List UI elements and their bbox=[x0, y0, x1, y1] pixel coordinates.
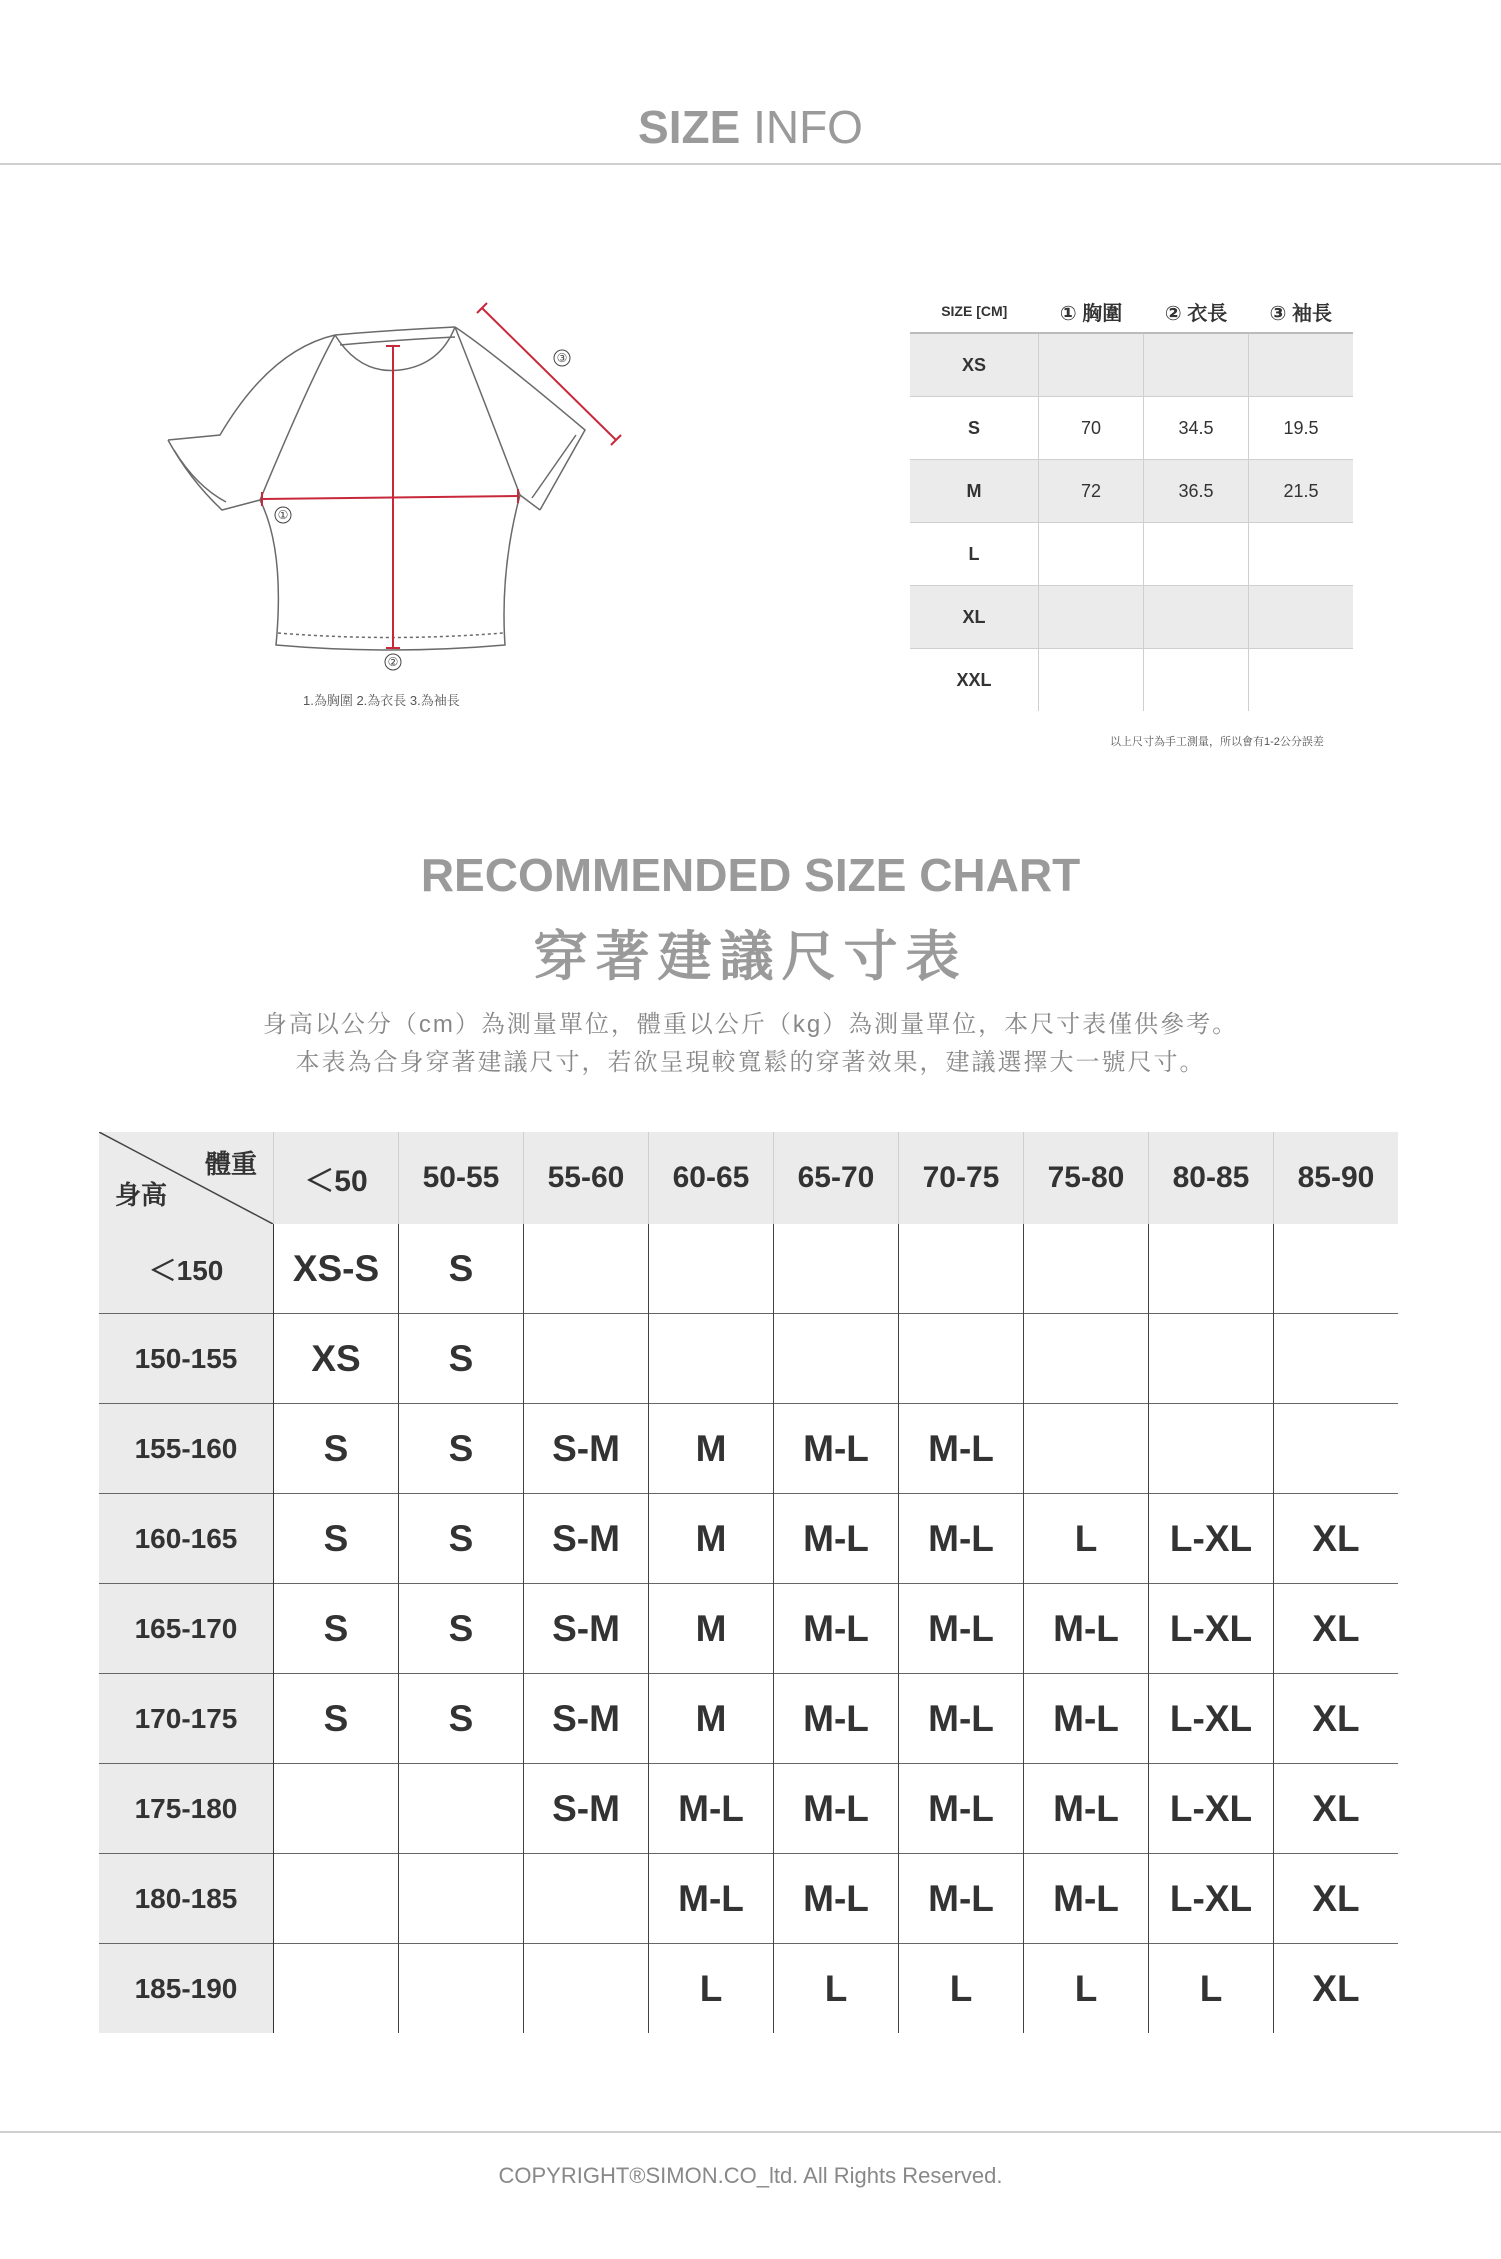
measure-cell: 21.5 bbox=[1249, 460, 1354, 523]
size-chart-row bbox=[99, 1494, 1398, 1584]
size-chart-row bbox=[99, 1674, 1398, 1764]
size-cell bbox=[1149, 1314, 1274, 1404]
size-cell bbox=[399, 1854, 524, 1944]
weight-header: 55-60 bbox=[524, 1132, 649, 1224]
size-cell: XL bbox=[1274, 1494, 1399, 1584]
recommended-title-en: RECOMMENDED SIZE CHART bbox=[420, 849, 1081, 901]
size-cell bbox=[899, 1314, 1024, 1404]
size-cell bbox=[274, 1944, 399, 2034]
size-chart-row bbox=[99, 1404, 1398, 1494]
measure-cell bbox=[1039, 586, 1144, 649]
top-divider bbox=[0, 163, 1501, 165]
size-cell bbox=[774, 1314, 899, 1404]
size-cell bbox=[524, 1854, 649, 1944]
recommended-title-zh: 穿著建議尺寸表 bbox=[533, 927, 968, 987]
measure-size: XS bbox=[910, 333, 1039, 397]
weight-header: ＜50 bbox=[274, 1132, 399, 1224]
measure-size: XXL bbox=[910, 649, 1039, 712]
measure-cell: 70 bbox=[1039, 397, 1144, 460]
height-header: 170-175 bbox=[99, 1674, 274, 1764]
size-chart-table bbox=[99, 1132, 1398, 2033]
copyright-text: COPYRIGHT®SIMON.CO_ltd. All Rights Reserved. bbox=[498, 2163, 1003, 2188]
measure-cell bbox=[1249, 649, 1354, 712]
size-cell: L bbox=[1024, 1494, 1149, 1584]
height-header: 160-165 bbox=[99, 1494, 274, 1584]
size-cell: M bbox=[649, 1674, 774, 1764]
size-cell bbox=[1149, 1224, 1274, 1314]
measurement-header-row bbox=[910, 290, 1353, 333]
size-cell: S-M bbox=[524, 1674, 649, 1764]
weight-header: 65-70 bbox=[774, 1132, 899, 1224]
size-cell bbox=[1149, 1404, 1274, 1494]
size-cell: M-L bbox=[774, 1494, 899, 1584]
size-cell bbox=[524, 1314, 649, 1404]
weight-header-row bbox=[99, 1132, 1398, 1224]
size-cell bbox=[399, 1764, 524, 1854]
height-header: 180-185 bbox=[99, 1854, 274, 1944]
measure-row bbox=[910, 586, 1353, 649]
size-cell: S bbox=[399, 1224, 524, 1314]
size-cell bbox=[649, 1224, 774, 1314]
size-cell: S bbox=[274, 1674, 399, 1764]
tshirt-diagram bbox=[160, 290, 640, 690]
size-cell: S-M bbox=[524, 1494, 649, 1584]
size-cell: M-L bbox=[649, 1764, 774, 1854]
weight-header: 70-75 bbox=[899, 1132, 1024, 1224]
measure-header-sleeve: ③ 袖長 bbox=[1249, 290, 1354, 333]
size-cell: S bbox=[399, 1404, 524, 1494]
marker-1: ① bbox=[277, 508, 289, 522]
measure-cell bbox=[1249, 333, 1354, 397]
measure-cell: 72 bbox=[1039, 460, 1144, 523]
diagram-caption: 1.為胸圍 2.為衣長 3.為袖長 bbox=[303, 693, 460, 708]
page-title: SIZE INFO bbox=[638, 101, 863, 153]
size-cell: M-L bbox=[899, 1584, 1024, 1674]
measure-row bbox=[910, 523, 1353, 586]
size-cell: M-L bbox=[899, 1674, 1024, 1764]
size-cell: M-L bbox=[1024, 1674, 1149, 1764]
size-cell: M bbox=[649, 1404, 774, 1494]
measure-row bbox=[910, 333, 1353, 397]
size-chart-row bbox=[99, 1314, 1398, 1404]
size-cell bbox=[1024, 1224, 1149, 1314]
size-chart-row bbox=[99, 1944, 1398, 2034]
height-header: 165-170 bbox=[99, 1584, 274, 1674]
measure-cell bbox=[1249, 523, 1354, 586]
size-cell bbox=[1274, 1224, 1399, 1314]
size-cell bbox=[649, 1314, 774, 1404]
size-cell: L-XL bbox=[1149, 1674, 1274, 1764]
size-cell: S-M bbox=[524, 1404, 649, 1494]
size-cell: S bbox=[399, 1494, 524, 1584]
size-cell bbox=[274, 1764, 399, 1854]
size-cell bbox=[1024, 1314, 1149, 1404]
measure-cell bbox=[1144, 586, 1249, 649]
measure-header-size: SIZE [CM] bbox=[910, 290, 1039, 333]
size-cell: XL bbox=[1274, 1674, 1399, 1764]
size-cell: L-XL bbox=[1149, 1854, 1274, 1944]
height-header: ＜150 bbox=[99, 1224, 274, 1314]
size-cell: M-L bbox=[774, 1584, 899, 1674]
size-cell: L bbox=[1024, 1944, 1149, 2034]
size-cell: S bbox=[274, 1494, 399, 1584]
measure-cell bbox=[1039, 523, 1144, 586]
size-cell: XL bbox=[1274, 1854, 1399, 1944]
marker-2: ② bbox=[387, 655, 399, 669]
size-cell: M-L bbox=[1024, 1854, 1149, 1944]
weight-header: 85-90 bbox=[1274, 1132, 1399, 1224]
measure-row bbox=[910, 460, 1353, 523]
size-cell: XS-S bbox=[274, 1224, 399, 1314]
size-cell bbox=[399, 1944, 524, 2034]
size-cell bbox=[524, 1224, 649, 1314]
size-cell: S bbox=[399, 1584, 524, 1674]
height-header: 155-160 bbox=[99, 1404, 274, 1494]
weight-header: 60-65 bbox=[649, 1132, 774, 1224]
weight-header: 50-55 bbox=[399, 1132, 524, 1224]
size-cell: M-L bbox=[1024, 1584, 1149, 1674]
size-chart-row bbox=[99, 1854, 1398, 1944]
measure-size: XL bbox=[910, 586, 1039, 649]
size-cell: L bbox=[1149, 1944, 1274, 2034]
size-cell bbox=[524, 1944, 649, 2034]
measure-cell bbox=[1039, 649, 1144, 712]
size-cell: S bbox=[399, 1314, 524, 1404]
measure-row bbox=[910, 397, 1353, 460]
size-cell bbox=[899, 1224, 1024, 1314]
measure-cell bbox=[1249, 586, 1354, 649]
corner-weight-label: 體重 bbox=[204, 1149, 257, 1179]
size-cell bbox=[1274, 1404, 1399, 1494]
measure-cell: 19.5 bbox=[1249, 397, 1354, 460]
measure-row bbox=[910, 649, 1353, 712]
height-header: 185-190 bbox=[99, 1944, 274, 2034]
size-cell: L-XL bbox=[1149, 1584, 1274, 1674]
size-cell: L bbox=[774, 1944, 899, 2034]
size-cell: S bbox=[274, 1404, 399, 1494]
chart-corner-cell bbox=[99, 1132, 274, 1224]
corner-height-label: 身高 bbox=[115, 1180, 168, 1210]
measure-header-length: ② 衣長 bbox=[1144, 290, 1249, 333]
size-cell: S bbox=[274, 1584, 399, 1674]
size-chart-row bbox=[99, 1584, 1398, 1674]
size-cell bbox=[1274, 1314, 1399, 1404]
size-cell: L-XL bbox=[1149, 1764, 1274, 1854]
size-cell: M-L bbox=[774, 1854, 899, 1944]
size-cell: S-M bbox=[524, 1584, 649, 1674]
size-cell: XS bbox=[274, 1314, 399, 1404]
size-cell: XL bbox=[1274, 1944, 1399, 2034]
measurement-note: 以上尺寸為手工測量，所以會有1-2公分誤差 bbox=[1110, 736, 1324, 748]
size-cell: L-XL bbox=[1149, 1494, 1274, 1584]
marker-3: ③ bbox=[556, 351, 568, 365]
size-chart-body bbox=[99, 1224, 1398, 2033]
weight-header: 80-85 bbox=[1149, 1132, 1274, 1224]
size-cell: M-L bbox=[774, 1404, 899, 1494]
measure-header-chest: ① 胸圍 bbox=[1039, 290, 1144, 333]
size-cell: M-L bbox=[774, 1674, 899, 1764]
size-cell: M-L bbox=[774, 1764, 899, 1854]
measure-size: L bbox=[910, 523, 1039, 586]
measure-cell bbox=[1144, 333, 1249, 397]
size-cell: M-L bbox=[649, 1854, 774, 1944]
size-cell: M-L bbox=[899, 1854, 1024, 1944]
measure-cell: 36.5 bbox=[1144, 460, 1249, 523]
height-header: 175-180 bbox=[99, 1764, 274, 1854]
measure-cell bbox=[1039, 333, 1144, 397]
size-cell: M-L bbox=[899, 1494, 1024, 1584]
size-cell: M bbox=[649, 1494, 774, 1584]
size-chart-row bbox=[99, 1764, 1398, 1854]
measure-cell bbox=[1144, 523, 1249, 586]
size-cell: L bbox=[649, 1944, 774, 2034]
description-line-1: 身高以公分（cm）為測量單位，體重以公斤（kg）為測量單位，本尺寸表僅供參考。 bbox=[262, 1011, 1239, 1038]
size-cell bbox=[774, 1224, 899, 1314]
size-cell: M-L bbox=[1024, 1764, 1149, 1854]
size-cell bbox=[1024, 1404, 1149, 1494]
size-cell: XL bbox=[1274, 1584, 1399, 1674]
measure-cell: 34.5 bbox=[1144, 397, 1249, 460]
measure-cell bbox=[1144, 649, 1249, 712]
size-cell: XL bbox=[1274, 1764, 1399, 1854]
size-cell: L bbox=[899, 1944, 1024, 2034]
size-cell: S-M bbox=[524, 1764, 649, 1854]
size-cell: M-L bbox=[899, 1764, 1024, 1854]
height-header: 150-155 bbox=[99, 1314, 274, 1404]
size-cell bbox=[274, 1854, 399, 1944]
size-cell: S bbox=[399, 1674, 524, 1764]
size-cell: M bbox=[649, 1584, 774, 1674]
bottom-divider bbox=[0, 2131, 1501, 2133]
weight-header: 75-80 bbox=[1024, 1132, 1149, 1224]
measure-size: M bbox=[910, 460, 1039, 523]
measure-size: S bbox=[910, 397, 1039, 460]
size-cell: M-L bbox=[899, 1404, 1024, 1494]
description-line-2: 本表為合身穿著建議尺寸，若欲呈現較寬鬆的穿著效果，建議選擇大一號尺寸。 bbox=[295, 1049, 1206, 1076]
measurement-table bbox=[910, 290, 1353, 711]
size-chart-row bbox=[99, 1224, 1398, 1314]
